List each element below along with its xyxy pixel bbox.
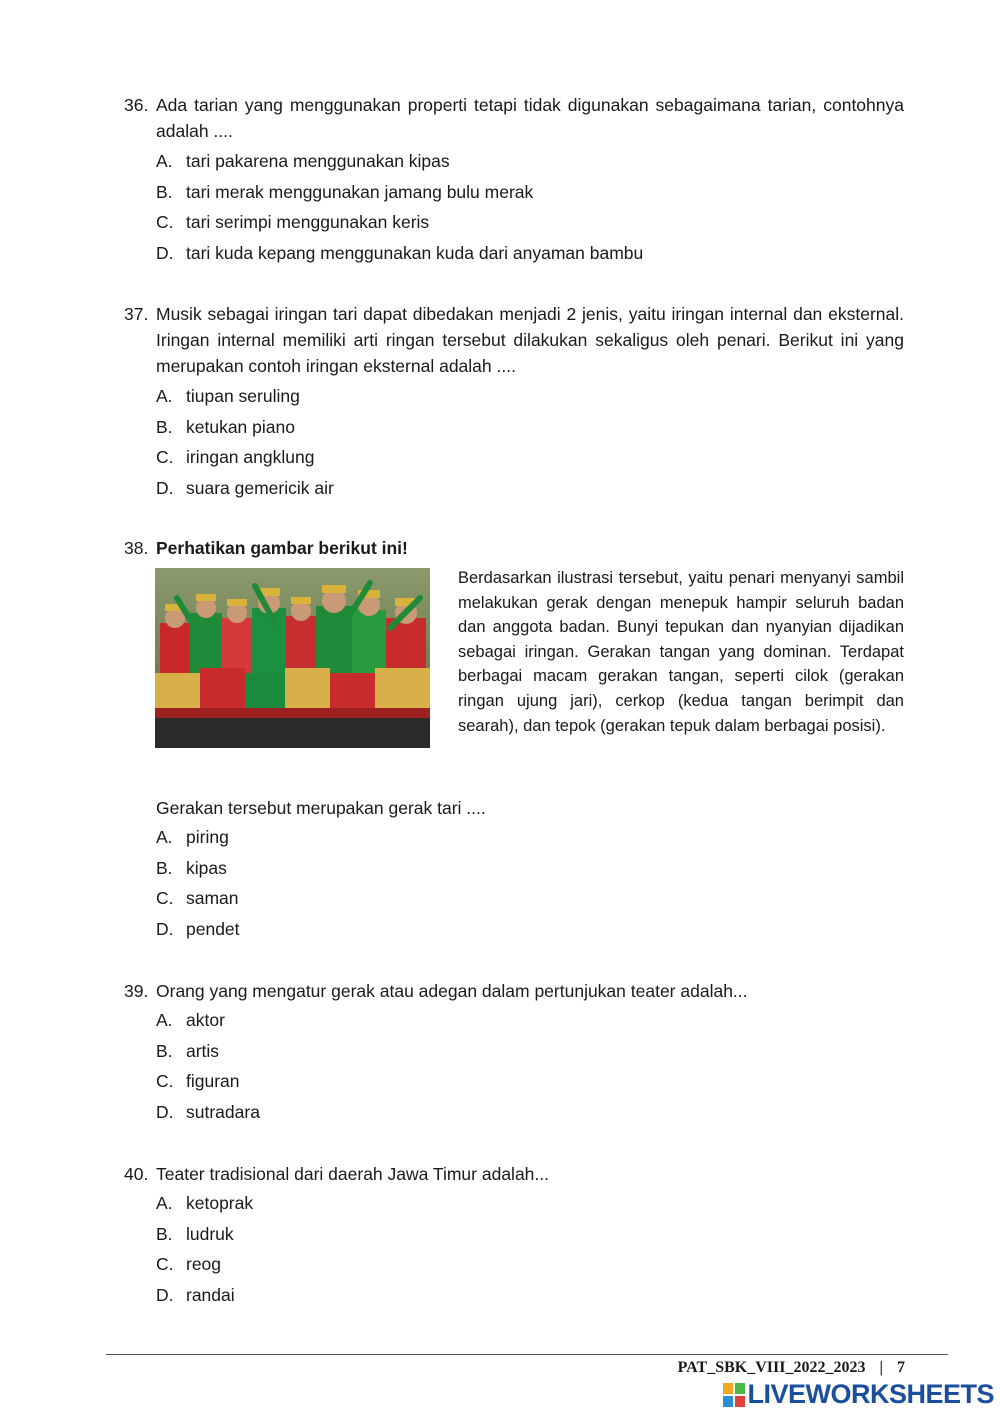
option-d[interactable] [156, 914, 486, 945]
option-d[interactable] [156, 1280, 904, 1311]
option-letter: B. [156, 181, 173, 202]
question-37 [124, 301, 904, 503]
option-text: tari merak menggunakan jamang bulu merak [186, 181, 534, 202]
option-text: ketukan piano [186, 416, 295, 437]
option-letter: C. [156, 447, 174, 468]
footer-separator: | [879, 1359, 883, 1376]
question-number: 36. [124, 95, 149, 115]
option-text: reog [186, 1254, 222, 1275]
footer-divider [106, 1354, 948, 1355]
option-text: piring [186, 827, 229, 847]
option-a[interactable] [156, 1005, 904, 1036]
option-b[interactable] [156, 177, 904, 208]
option-d[interactable] [156, 238, 904, 269]
dancers-photo [155, 568, 430, 748]
page-number: 7 [897, 1359, 905, 1376]
option-letter: C. [156, 888, 174, 909]
option-text: tari pakarena menggunakan kipas [186, 151, 450, 171]
option-text: sutradara [186, 1101, 260, 1122]
option-b[interactable] [156, 1219, 904, 1250]
option-letter: D. [156, 242, 174, 263]
option-text: tari serimpi menggunakan keris [186, 212, 430, 233]
question-38 [124, 535, 904, 561]
option-letter: B. [156, 416, 173, 437]
question-stem: Orang yang mengatur gerak atau adegan dalam pertunjukan teater adalah... [156, 981, 748, 1001]
option-a[interactable] [156, 381, 904, 412]
option-c[interactable] [156, 442, 904, 473]
option-text: randai [186, 1284, 235, 1305]
option-letter: D. [156, 1284, 174, 1305]
question-39 [124, 978, 904, 1127]
brand-text: LIVEWORKSHEETS [747, 1379, 994, 1409]
option-text: artis [186, 1040, 220, 1061]
question-38-description: Berdasarkan ilustrasi tersebut, yaitu penari menyanyi sambil melakukan gerak dengan menepuk hampir seluruh badan dan anggota badan. Bunyi tepukan dan nyanyian dijadikan sebagai iringan. Gerakan tangan yang dominan. Terdapat berbagai macam gerakan tangan, seperti cilok (gerakan ringan ujung jari), cerkop (kedua tangan berimpit dan searah), dan tepok (gerakan tepuk dalam berbagai posisi). [458, 569, 904, 735]
option-text: ketoprak [186, 1193, 254, 1213]
question-stem: Musik sebagai iringan tari dapat dibedakan menjadi 2 jenis, yaitu iringan internal dan eksternal. Iringan internal memiliki arti ringan tersebut dilakukan sekaligus oleh penari. Berikut ini yang merupakan contoh iringan eksternal adalah .... [156, 304, 904, 376]
option-c[interactable] [156, 883, 486, 914]
question-38-prompt: Gerakan tersebut merupakan gerak tari .... [156, 798, 486, 818]
question-number: 38. [124, 538, 149, 558]
option-text: pendet [186, 918, 240, 939]
option-letter: B. [156, 1040, 173, 1061]
option-letter: B. [156, 857, 173, 878]
option-c[interactable] [156, 1249, 904, 1280]
question-stem: Ada tarian yang menggunakan properti tetapi tidak digunakan sebagaimana tarian, contohnya adalah .... [156, 95, 904, 141]
option-letter: A. [156, 1010, 173, 1030]
question-number: 39. [124, 981, 149, 1001]
option-letter: A. [156, 827, 173, 847]
option-text: suara gemericik air [186, 477, 334, 498]
question-40 [124, 1161, 904, 1310]
liveworksheets-watermark [723, 1379, 994, 1410]
option-a[interactable] [156, 1188, 904, 1219]
option-text: tari kuda kepang menggunakan kuda dari anyaman bambu [186, 242, 644, 263]
option-text: kipas [186, 857, 227, 878]
question-number: 37. [124, 304, 149, 324]
liveworksheets-logo-icon [723, 1383, 745, 1407]
option-d[interactable] [156, 473, 904, 504]
option-c[interactable] [156, 207, 904, 238]
option-c[interactable] [156, 1066, 904, 1097]
option-letter: B. [156, 1223, 173, 1244]
option-letter: D. [156, 918, 174, 939]
option-a[interactable] [156, 146, 904, 177]
option-letter: A. [156, 151, 173, 171]
option-text: figuran [186, 1071, 240, 1092]
question-stem: Perhatikan gambar berikut ini! [156, 538, 408, 558]
option-letter: A. [156, 386, 173, 406]
option-letter: C. [156, 212, 174, 233]
option-text: aktor [186, 1010, 225, 1030]
footer-code: PAT_SBK_VIII_2022_2023 [677, 1359, 866, 1376]
option-a[interactable] [156, 822, 486, 853]
option-b[interactable] [156, 853, 486, 884]
question-stem: Teater tradisional dari daerah Jawa Timur adalah... [156, 1164, 549, 1184]
option-b[interactable] [156, 1036, 904, 1067]
page-footer [678, 1359, 905, 1377]
option-text: tiupan seruling [186, 386, 300, 406]
option-text: iringan angklung [186, 447, 315, 468]
option-b[interactable] [156, 412, 904, 443]
option-text: ludruk [186, 1223, 234, 1244]
question-38-body [156, 795, 486, 944]
option-text: saman [186, 888, 239, 909]
option-letter: D. [156, 477, 174, 498]
option-letter: C. [156, 1254, 174, 1275]
question-36 [124, 92, 904, 268]
option-letter: A. [156, 1193, 173, 1213]
question-number: 40. [124, 1164, 149, 1184]
option-letter: D. [156, 1101, 174, 1122]
option-d[interactable] [156, 1097, 904, 1128]
option-letter: C. [156, 1071, 174, 1092]
